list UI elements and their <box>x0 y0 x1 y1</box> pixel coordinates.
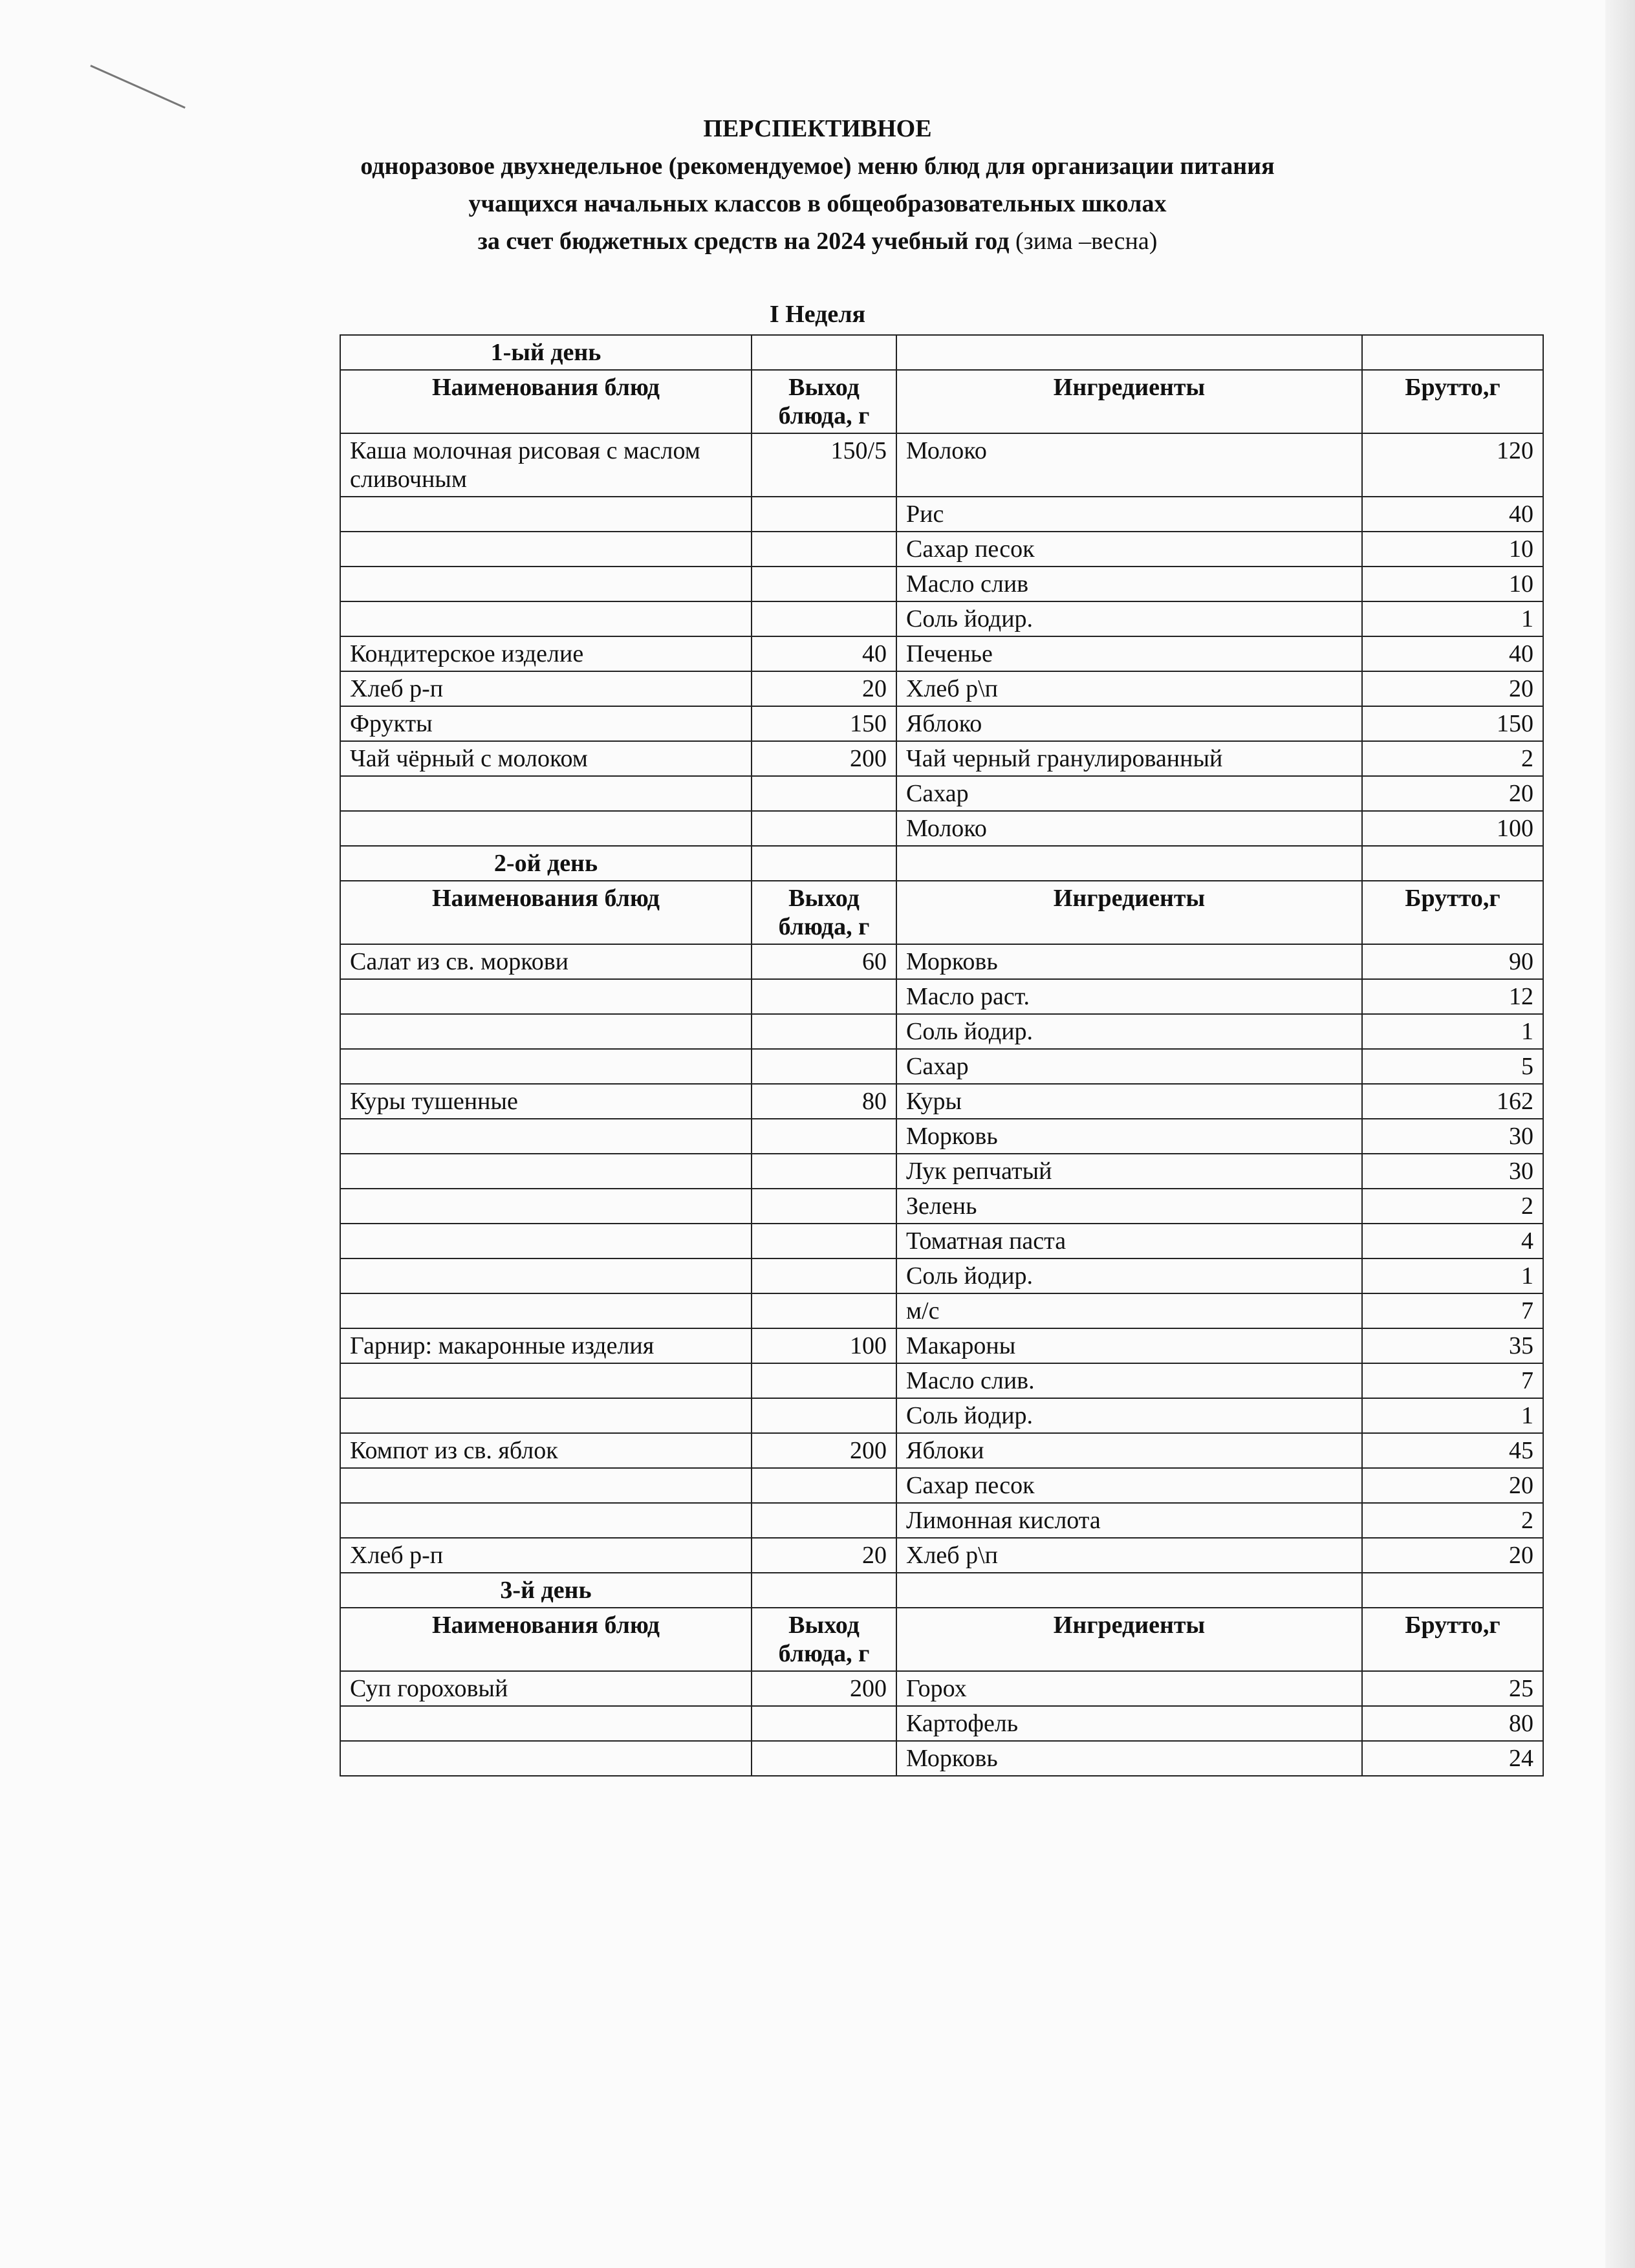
empty-cell <box>1362 1573 1543 1608</box>
gross-weight-cell: 2 <box>1362 741 1543 776</box>
gross-weight-cell: 5 <box>1362 1049 1543 1084</box>
column-header-dish: Наименования блюд <box>340 1608 752 1671</box>
dish-name-cell <box>340 1154 752 1189</box>
column-header-ingredients: Ингредиенты <box>896 1608 1362 1671</box>
gross-weight-cell: 2 <box>1362 1189 1543 1224</box>
gross-weight-cell: 45 <box>1362 1433 1543 1468</box>
yield-cell: 150/5 <box>752 433 896 497</box>
ingredient-cell: Хлеб р\п <box>896 1538 1362 1573</box>
table-row <box>340 979 1543 1014</box>
ingredient-cell: Макароны <box>896 1328 1362 1363</box>
yield-cell <box>752 532 896 567</box>
dish-name-cell: Фрукты <box>340 706 752 741</box>
gross-weight-cell: 80 <box>1362 1706 1543 1741</box>
yield-cell <box>752 1706 896 1741</box>
gross-weight-cell: 2 <box>1362 1503 1543 1538</box>
gross-weight-cell: 25 <box>1362 1671 1543 1706</box>
gross-weight-cell: 30 <box>1362 1154 1543 1189</box>
table-row <box>340 1433 1543 1468</box>
dish-name-cell: Суп гороховый <box>340 1671 752 1706</box>
ingredient-cell: Соль йодир. <box>896 601 1362 636</box>
ingredient-cell: м/с <box>896 1293 1362 1328</box>
column-header-gross: Брутто,г <box>1362 881 1543 944</box>
menu-table-body <box>340 335 1543 1776</box>
yield-cell: 150 <box>752 706 896 741</box>
table-row <box>340 1538 1543 1573</box>
dish-name-cell <box>340 497 752 532</box>
gross-weight-cell: 20 <box>1362 1468 1543 1503</box>
table-row <box>340 636 1543 671</box>
yield-cell <box>752 1119 896 1154</box>
yield-cell <box>752 1189 896 1224</box>
table-row <box>340 1224 1543 1258</box>
column-header-dish: Наименования блюд <box>340 881 752 944</box>
dish-name-cell: Салат из св. моркови <box>340 944 752 979</box>
dish-name-cell <box>340 979 752 1014</box>
day-label: 3-й день <box>340 1573 752 1608</box>
gross-weight-cell: 30 <box>1362 1119 1543 1154</box>
gross-weight-cell: 40 <box>1362 636 1543 671</box>
gross-weight-cell: 1 <box>1362 601 1543 636</box>
day-label-row <box>340 335 1543 370</box>
ingredient-cell: Морковь <box>896 1119 1362 1154</box>
ingredient-cell: Морковь <box>896 944 1362 979</box>
ingredient-cell: Морковь <box>896 1741 1362 1776</box>
table-row <box>340 811 1543 846</box>
ingredient-cell: Яблоки <box>896 1433 1362 1468</box>
gross-weight-cell: 4 <box>1362 1224 1543 1258</box>
yield-cell <box>752 1258 896 1293</box>
gross-weight-cell: 24 <box>1362 1741 1543 1776</box>
dish-name-cell <box>340 567 752 601</box>
yield-cell: 20 <box>752 671 896 706</box>
gross-weight-cell: 35 <box>1362 1328 1543 1363</box>
ingredient-cell: Соль йодир. <box>896 1258 1362 1293</box>
yield-cell <box>752 776 896 811</box>
ingredient-cell: Томатная паста <box>896 1224 1362 1258</box>
ingredient-cell: Масло раст. <box>896 979 1362 1014</box>
ingredient-cell: Картофель <box>896 1706 1362 1741</box>
yield-cell: 200 <box>752 741 896 776</box>
dish-name-cell: Хлеб р-п <box>340 1538 752 1573</box>
table-row <box>340 1671 1543 1706</box>
dish-name-cell: Компот из св. яблок <box>340 1433 752 1468</box>
table-row <box>340 706 1543 741</box>
yield-cell: 200 <box>752 1671 896 1706</box>
dish-name-cell <box>340 1293 752 1328</box>
table-row <box>340 1189 1543 1224</box>
yield-cell <box>752 1014 896 1049</box>
table-row <box>340 1468 1543 1503</box>
dish-name-cell: Каша молочная рисовая с маслом сливочным <box>340 433 752 497</box>
ingredient-cell: Чай черный гранулированный <box>896 741 1362 776</box>
gross-weight-cell: 20 <box>1362 671 1543 706</box>
pen-mark <box>90 65 185 109</box>
yield-cell <box>752 979 896 1014</box>
gross-weight-cell: 150 <box>1362 706 1543 741</box>
yield-cell: 100 <box>752 1328 896 1363</box>
ingredient-cell: Молоко <box>896 433 1362 497</box>
empty-cell <box>1362 846 1543 881</box>
dish-name-cell <box>340 1503 752 1538</box>
table-row <box>340 1293 1543 1328</box>
gross-weight-cell: 100 <box>1362 811 1543 846</box>
dish-name-cell <box>340 1224 752 1258</box>
subtitle-line-3-season: (зима –весна) <box>1009 228 1158 255</box>
dish-name-cell <box>340 1258 752 1293</box>
column-header-yield: Выход блюда, г <box>752 370 896 433</box>
ingredient-cell: Печенье <box>896 636 1362 671</box>
yield-cell: 60 <box>752 944 896 979</box>
gross-weight-cell: 12 <box>1362 979 1543 1014</box>
scan-edge <box>1605 0 1635 2268</box>
dish-name-cell <box>340 1363 752 1398</box>
day-label: 2-ой день <box>340 846 752 881</box>
document-title: ПЕРСПЕКТИВНОЕ <box>703 115 932 142</box>
ingredient-cell: Лук репчатый <box>896 1154 1362 1189</box>
gross-weight-cell: 1 <box>1362 1014 1543 1049</box>
yield-cell <box>752 1741 896 1776</box>
column-header-yield: Выход блюда, г <box>752 881 896 944</box>
ingredient-cell: Сахар песок <box>896 532 1362 567</box>
table-row <box>340 567 1543 601</box>
table-row <box>340 1398 1543 1433</box>
empty-cell <box>896 1573 1362 1608</box>
gross-weight-cell: 10 <box>1362 567 1543 601</box>
dish-name-cell <box>340 532 752 567</box>
yield-cell <box>752 601 896 636</box>
dish-name-cell <box>340 1398 752 1433</box>
table-row <box>340 1119 1543 1154</box>
gross-weight-cell: 90 <box>1362 944 1543 979</box>
yield-cell <box>752 811 896 846</box>
week-label: I Неделя <box>769 301 866 328</box>
yield-cell <box>752 497 896 532</box>
dish-name-cell <box>340 1741 752 1776</box>
yield-cell <box>752 1049 896 1084</box>
ingredient-cell: Молоко <box>896 811 1362 846</box>
yield-cell <box>752 1154 896 1189</box>
table-row <box>340 532 1543 567</box>
column-header-ingredients: Ингредиенты <box>896 370 1362 433</box>
empty-cell <box>1362 335 1543 370</box>
table-row <box>340 944 1543 979</box>
empty-cell <box>896 335 1362 370</box>
empty-cell <box>752 335 896 370</box>
gross-weight-cell: 162 <box>1362 1084 1543 1119</box>
yield-cell: 200 <box>752 1433 896 1468</box>
gross-weight-cell: 7 <box>1362 1363 1543 1398</box>
gross-weight-cell: 1 <box>1362 1398 1543 1433</box>
column-header-dish: Наименования блюд <box>340 370 752 433</box>
subtitle-line-2: учащихся начальных классов в общеобразовательных школах <box>468 190 1167 217</box>
ingredient-cell: Сахар <box>896 776 1362 811</box>
subtitle-line-3-bold: за счет бюджетных средств на 2024 учебный год <box>477 228 1010 255</box>
day-label-row <box>340 846 1543 881</box>
empty-cell <box>752 846 896 881</box>
dish-name-cell: Гарнир: макаронные изделия <box>340 1328 752 1363</box>
column-header-gross: Брутто,г <box>1362 370 1543 433</box>
table-row <box>340 1258 1543 1293</box>
ingredient-cell: Масло слив <box>896 567 1362 601</box>
dish-name-cell <box>340 601 752 636</box>
table-row <box>340 601 1543 636</box>
table-row <box>340 671 1543 706</box>
yield-cell: 40 <box>752 636 896 671</box>
ingredient-cell: Хлеб р\п <box>896 671 1362 706</box>
column-header-row <box>340 881 1543 944</box>
yield-cell <box>752 1398 896 1433</box>
ingredient-cell: Сахар песок <box>896 1468 1362 1503</box>
gross-weight-cell: 10 <box>1362 532 1543 567</box>
ingredient-cell: Сахар <box>896 1049 1362 1084</box>
table-row <box>340 1014 1543 1049</box>
column-header-yield: Выход блюда, г <box>752 1608 896 1671</box>
subtitle-line-1: одноразовое двухнедельное (рекомендуемое) меню блюд для организации питания <box>360 153 1275 180</box>
day-label: 1-ый день <box>340 335 752 370</box>
yield-cell: 80 <box>752 1084 896 1119</box>
column-header-gross: Брутто,г <box>1362 1608 1543 1671</box>
table-row <box>340 433 1543 497</box>
ingredient-cell: Горох <box>896 1671 1362 1706</box>
ingredient-cell: Зелень <box>896 1189 1362 1224</box>
day-label-row <box>340 1573 1543 1608</box>
gross-weight-cell: 1 <box>1362 1258 1543 1293</box>
gross-weight-cell: 40 <box>1362 497 1543 532</box>
ingredient-cell: Соль йодир. <box>896 1398 1362 1433</box>
table-row <box>340 1503 1543 1538</box>
ingredient-cell: Рис <box>896 497 1362 532</box>
dish-name-cell: Хлеб р-п <box>340 671 752 706</box>
dish-name-cell <box>340 1706 752 1741</box>
gross-weight-cell: 20 <box>1362 776 1543 811</box>
table-row <box>340 1363 1543 1398</box>
yield-cell <box>752 1224 896 1258</box>
dish-name-cell <box>340 1014 752 1049</box>
gross-weight-cell: 120 <box>1362 433 1543 497</box>
yield-cell <box>752 1363 896 1398</box>
yield-cell <box>752 1503 896 1538</box>
dish-name-cell <box>340 776 752 811</box>
ingredient-cell: Соль йодир. <box>896 1014 1362 1049</box>
table-row <box>340 1741 1543 1776</box>
yield-cell <box>752 1293 896 1328</box>
dish-name-cell: Куры тушенные <box>340 1084 752 1119</box>
ingredient-cell: Яблоко <box>896 706 1362 741</box>
table-row <box>340 776 1543 811</box>
table-row <box>340 741 1543 776</box>
table-row <box>340 497 1543 532</box>
ingredient-cell: Лимонная кислота <box>896 1503 1362 1538</box>
dish-name-cell <box>340 1049 752 1084</box>
column-header-row <box>340 1608 1543 1671</box>
gross-weight-cell: 20 <box>1362 1538 1543 1573</box>
empty-cell <box>752 1573 896 1608</box>
yield-cell: 20 <box>752 1538 896 1573</box>
dish-name-cell: Чай чёрный с молоком <box>340 741 752 776</box>
column-header-ingredients: Ингредиенты <box>896 881 1362 944</box>
empty-cell <box>896 846 1362 881</box>
dish-name-cell <box>340 1119 752 1154</box>
table-row <box>340 1154 1543 1189</box>
ingredient-cell: Куры <box>896 1084 1362 1119</box>
table-row <box>340 1049 1543 1084</box>
table-row <box>340 1328 1543 1363</box>
yield-cell <box>752 567 896 601</box>
column-header-row <box>340 370 1543 433</box>
dish-name-cell <box>340 1189 752 1224</box>
menu-table <box>340 334 1544 1777</box>
ingredient-cell: Масло слив. <box>896 1363 1362 1398</box>
table-row <box>340 1084 1543 1119</box>
subtitle-line-3 <box>0 226 1635 257</box>
gross-weight-cell: 7 <box>1362 1293 1543 1328</box>
table-row <box>340 1706 1543 1741</box>
dish-name-cell: Кондитерское изделие <box>340 636 752 671</box>
yield-cell <box>752 1468 896 1503</box>
dish-name-cell <box>340 1468 752 1503</box>
dish-name-cell <box>340 811 752 846</box>
